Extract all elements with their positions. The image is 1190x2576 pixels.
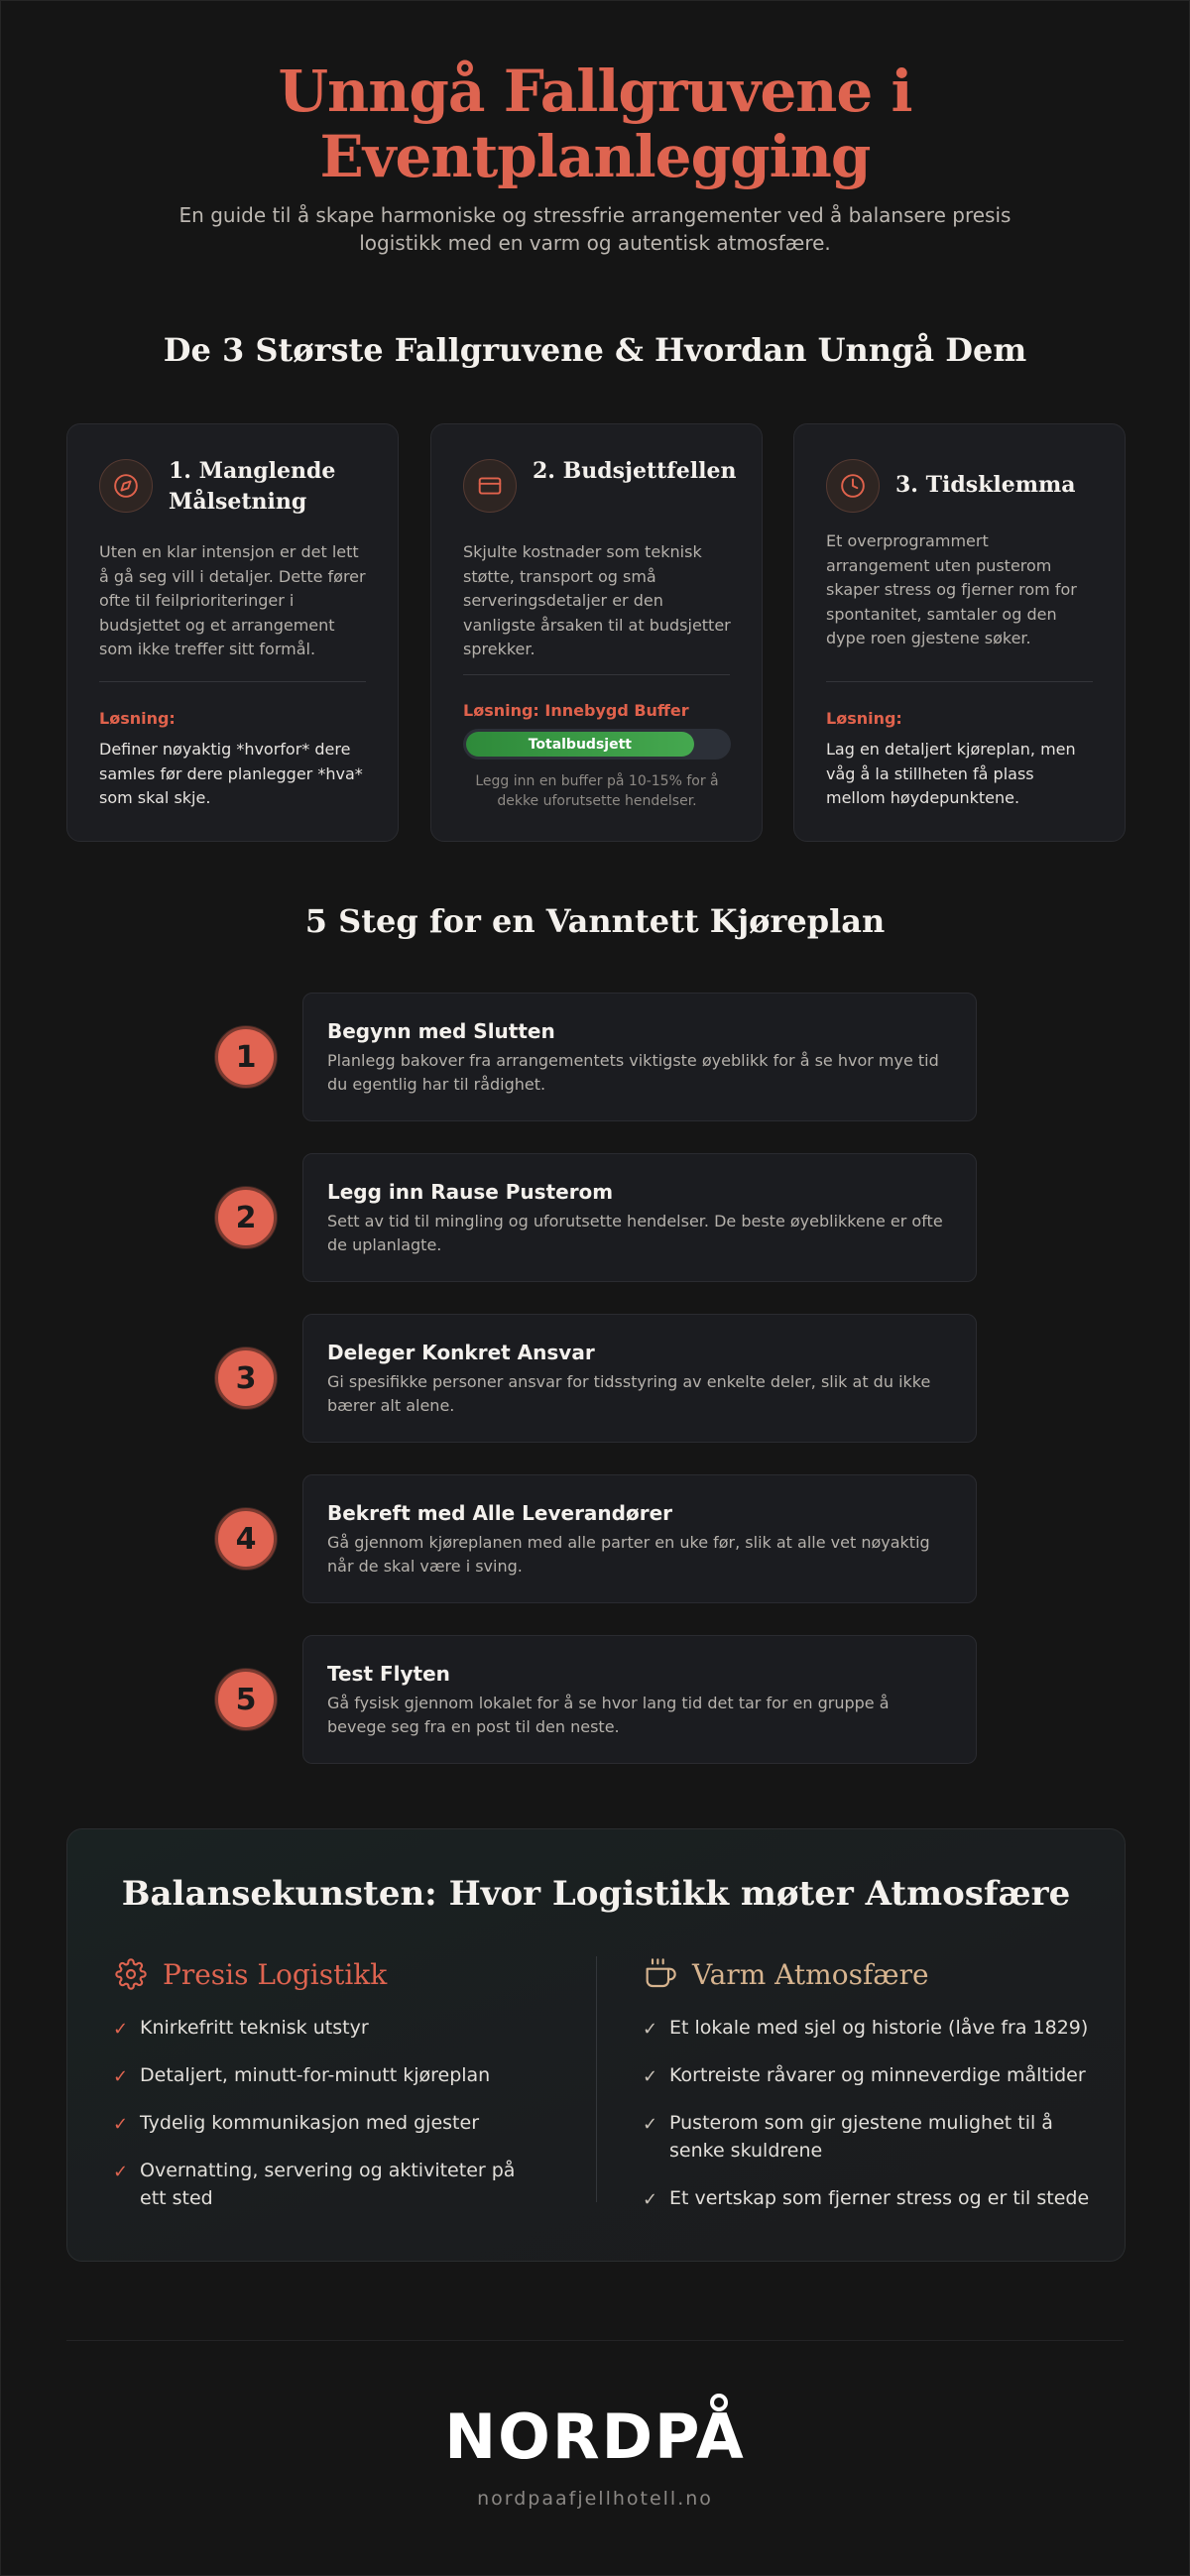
balance-section bbox=[66, 1828, 1126, 2262]
pitfall-card-budget bbox=[430, 423, 763, 842]
svg-text:NORDPA: NORDPA bbox=[446, 2400, 744, 2468]
check-icon: ✓ bbox=[643, 2019, 658, 2040]
step-description: Gi spesifikke personer ansvar for tidsstyring av enkelte deler, slik at du ikke bærer alt alene. bbox=[327, 1372, 931, 1415]
step-title: Test Flyten bbox=[327, 1662, 450, 1686]
page-title-line-1: Unngå Fallgruvene i bbox=[278, 58, 912, 125]
clock-icon bbox=[826, 459, 880, 513]
step-card bbox=[302, 1153, 977, 1282]
card-divider bbox=[826, 681, 1093, 682]
step-card bbox=[302, 1635, 977, 1764]
step-title: Bekreft med Alle Leverandører bbox=[327, 1501, 673, 1525]
logistics-list-item bbox=[113, 2014, 569, 2044]
step-title: Deleger Konkret Ansvar bbox=[327, 1341, 595, 1364]
card-divider bbox=[99, 681, 366, 682]
page-title bbox=[1, 59, 1189, 189]
step-number-badge: 4 bbox=[215, 1508, 277, 1570]
compass-icon bbox=[99, 459, 153, 513]
atmosphere-list-item bbox=[643, 2061, 1099, 2091]
check-icon: ✓ bbox=[643, 2114, 658, 2135]
website-link[interactable]: nordpaafjellhotell.no bbox=[477, 2488, 713, 2510]
pitfall-card-title: 2. Budsjettfellen bbox=[533, 458, 737, 484]
page-title-line-2: Eventplanlegging bbox=[319, 123, 871, 190]
step-description: Planlegg bakover fra arrangementets viktigste øyeblikk for å se hvor mye tid du egentlig har til rådighet. bbox=[327, 1051, 939, 1094]
logistics-column-title: Presis Logistikk bbox=[163, 1957, 388, 1991]
check-icon: ✓ bbox=[113, 2114, 129, 2135]
check-icon: ✓ bbox=[113, 2162, 129, 2182]
solution-text: Definer nøyaktig *hvorfor* dere samles før dere planlegger *hva* som skal skje. bbox=[99, 740, 363, 807]
steps-heading: 5 Steg for en Vanntett Kjøreplan bbox=[304, 902, 886, 940]
list-item-text: Knirkefritt teknisk utstyr bbox=[140, 2017, 369, 2039]
logistics-column-heading bbox=[113, 1956, 387, 1992]
pitfall-card-body: Skjulte kostnader som teknisk støtte, transport og små serveringsdetaljer er den vanligste årsaken til at budsjetter sprekker. bbox=[463, 542, 731, 658]
list-item-text: Tydelig kommunikasjon med gjester bbox=[140, 2112, 479, 2134]
solution-label: Løsning: bbox=[99, 709, 176, 728]
list-item-text: Et lokale med sjel og historie (låve fra 1829) bbox=[669, 2017, 1089, 2039]
check-icon: ✓ bbox=[113, 2019, 129, 2040]
list-item-text: Et vertskap som fjerner stress og er til stede bbox=[669, 2187, 1090, 2209]
budget-progress-fill: Totalbudsjett bbox=[466, 732, 694, 757]
footer-divider bbox=[66, 2340, 1124, 2341]
coffee-cup-icon bbox=[643, 1956, 678, 1992]
pitfall-card-body: Et overprogrammert arrangement uten pusterom skaper stress og fjerner rom for spontanitet, samtaler og den dype roen gjestene søker. bbox=[826, 531, 1077, 647]
pitfall-card-body: Uten en klar intensjon er det lett å gå seg vill i detaljer. Dette fører ofte til feilprioriteringer i budsjettet og et arrangement som ikke treffer sitt formål. bbox=[99, 542, 366, 658]
pitfall-card-time bbox=[793, 423, 1126, 842]
step-card bbox=[302, 1314, 977, 1443]
atmosphere-list-item bbox=[643, 2109, 1079, 2165]
logistics-list-item bbox=[113, 2109, 569, 2139]
check-icon: ✓ bbox=[643, 2189, 658, 2210]
list-item-text: Pusterom som gir gjestene mulighet til å senke skuldrene bbox=[669, 2112, 1053, 2162]
check-icon: ✓ bbox=[113, 2066, 129, 2087]
list-item-text: Detaljert, minutt-for-minutt kjøreplan bbox=[140, 2064, 491, 2086]
step-number-badge: 5 bbox=[215, 1669, 277, 1730]
nordpa-logo[interactable] bbox=[1, 2389, 1189, 2472]
step-title: Begynn med Slutten bbox=[327, 1019, 555, 1043]
step-card bbox=[302, 1474, 977, 1603]
solution-label: Løsning: bbox=[826, 709, 902, 728]
nordpa-logo-mark bbox=[446, 2389, 744, 2468]
check-icon: ✓ bbox=[643, 2066, 658, 2087]
atmosphere-list-item bbox=[643, 2014, 1099, 2044]
step-description: Sett av tid til mingling og uforutsette hendelser. De beste øyeblikkene er ofte de uplanlagte. bbox=[327, 1212, 943, 1254]
balance-heading: Balansekunsten: Hvor Logistikk møter Atmosfære bbox=[121, 1874, 1071, 1914]
atmosphere-list-item bbox=[643, 2184, 1099, 2214]
step-title: Legg inn Rause Pusterom bbox=[327, 1180, 614, 1204]
logistics-list-item bbox=[113, 2061, 569, 2091]
pitfall-card-goal bbox=[66, 423, 399, 842]
gear-icon bbox=[113, 1956, 149, 1992]
logistics-list-item bbox=[113, 2157, 539, 2212]
atmosphere-column-heading bbox=[643, 1956, 929, 1992]
solution-text: Lag en detaljert kjøreplan, men våg å la stillheten få plass mellom høydepunktene. bbox=[826, 740, 1076, 807]
credit-card-icon bbox=[463, 459, 517, 513]
step-number-badge: 2 bbox=[215, 1187, 277, 1248]
list-item-text: Kortreiste råvarer og minneverdige måltider bbox=[669, 2064, 1086, 2086]
step-description: Gå fysisk gjennom lokalet for å se hvor lang tid det tar for en gruppe å bevege seg fra en post til den neste. bbox=[327, 1694, 890, 1736]
step-description: Gå gjennom kjøreplanen med alle parter en uke før, slik at alle vet nøyaktig når de skal være i sving. bbox=[327, 1533, 930, 1576]
page-subtitle: En guide til å skape harmoniske og stressfrie arrangementer ved å balansere presis logistikk med en varm og autentisk atmosfære. bbox=[178, 203, 1012, 255]
column-divider bbox=[596, 1956, 597, 2202]
pitfall-card-title: 3. Tidsklemma bbox=[895, 472, 1076, 498]
step-number-badge: 3 bbox=[215, 1347, 277, 1409]
list-item-text: Overnatting, servering og aktiviteter på ett sted bbox=[140, 2160, 516, 2209]
step-card bbox=[302, 993, 977, 1121]
pitfall-card-title: 1. Manglende Målsetning bbox=[169, 458, 336, 515]
budget-note: Legg inn en buffer på 10-15% for å dekke uforutsette hendelser. bbox=[475, 773, 719, 809]
solution-label: Løsning: Innebygd Buffer bbox=[463, 701, 689, 720]
budget-progress-bar bbox=[463, 729, 731, 760]
step-number-badge: 1 bbox=[215, 1026, 277, 1088]
card-divider bbox=[463, 674, 730, 675]
atmosphere-column-title: Varm Atmosfære bbox=[692, 1957, 929, 1991]
pitfalls-heading: De 3 Største Fallgruvene & Hvordan Unngå Dem bbox=[163, 331, 1027, 369]
